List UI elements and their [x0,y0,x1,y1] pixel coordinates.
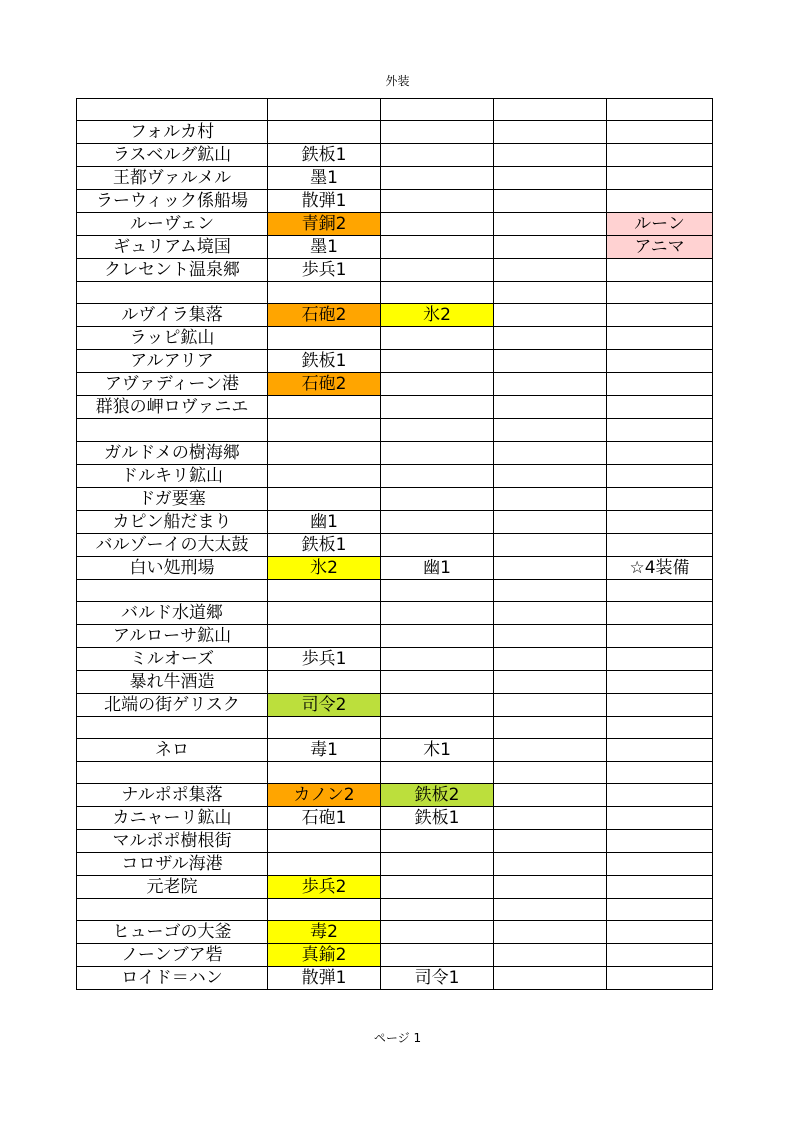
table-body [77,99,713,990]
table-cell-slot-4 [607,761,713,783]
table-cell-slot-2 [381,921,494,944]
table-cell-slot-4 [607,647,713,670]
table-cell-slot-4 [607,282,713,304]
table-cell-slot-1 [268,761,381,783]
table-cell-slot-3 [494,441,607,464]
table-row [77,327,713,350]
table-cell-slot-3 [494,144,607,167]
table-cell-slot-1: 墨1 [268,236,381,259]
table-row [77,510,713,533]
table-cell-location: バルゾーイの大太鼓 [77,533,268,556]
table-cell-location: ルーヴェン [77,213,268,236]
table-cell-slot-4 [607,167,713,190]
table-cell-slot-2 [381,533,494,556]
table-cell-slot-4 [607,304,713,327]
table-cell-slot-3 [494,99,607,121]
table-cell-location: ヒューゴの大釜 [77,921,268,944]
table-cell-slot-1 [268,464,381,487]
table-cell-slot-3 [494,921,607,944]
table-cell-slot-1 [268,853,381,876]
table-cell-slot-1: 司令2 [268,693,381,716]
table-cell-slot-2 [381,373,494,396]
table-cell-slot-1 [268,441,381,464]
table-cell-slot-4 [607,441,713,464]
table-cell-slot-4 [607,327,713,350]
table-cell-slot-1: 鉄板1 [268,144,381,167]
table-cell-slot-4 [607,464,713,487]
table-cell-slot-1: 石砲2 [268,373,381,396]
table-cell-slot-3 [494,853,607,876]
table-cell-slot-1: 散弾1 [268,967,381,990]
table-cell-slot-1 [268,716,381,738]
table-cell-slot-2 [381,693,494,716]
table-cell-slot-2 [381,510,494,533]
table-row [77,350,713,373]
table-cell-location: カニャーリ鉱山 [77,807,268,830]
table-cell-slot-2: 鉄板2 [381,784,494,807]
table-row [77,967,713,990]
table-cell-slot-4 [607,830,713,853]
table-cell-location [77,99,268,121]
table-cell-slot-4 [607,944,713,967]
table-cell-slot-1 [268,670,381,693]
table-row [77,693,713,716]
table-cell-location: コロザル海港 [77,853,268,876]
table-cell-slot-1: 氷2 [268,556,381,579]
table-cell-slot-4 [607,670,713,693]
equipment-table [76,98,713,990]
table-cell-location: ラーウィック係船場 [77,190,268,213]
table-cell-slot-3 [494,464,607,487]
table-cell-slot-2 [381,670,494,693]
table-row [77,533,713,556]
table-cell-location: アヴァディーン港 [77,373,268,396]
table-cell-slot-3 [494,876,607,899]
table-cell-location: 暴れ牛酒造 [77,670,268,693]
table-cell-slot-2 [381,190,494,213]
table-row [77,876,713,899]
table-cell-location [77,716,268,738]
table-cell-slot-2 [381,944,494,967]
table-cell-slot-1 [268,579,381,601]
table-row [77,624,713,647]
table-row [77,167,713,190]
table-cell-slot-4 [607,419,713,441]
table-cell-slot-4: アニマ [607,236,713,259]
table-cell-slot-1: 散弾1 [268,190,381,213]
table-cell-slot-1: 真鍮2 [268,944,381,967]
table-row [77,579,713,601]
table-cell-slot-3 [494,967,607,990]
table-cell-slot-1: 青銅2 [268,213,381,236]
table-row [77,738,713,761]
table-cell-location: カピン船だまり [77,510,268,533]
table-cell-location: ラスベルグ鉱山 [77,144,268,167]
table-cell-slot-2 [381,282,494,304]
table-cell-slot-4 [607,121,713,144]
table-cell-location: バルド水道郷 [77,601,268,624]
table-cell-slot-4 [607,144,713,167]
table-cell-slot-2 [381,876,494,899]
table-cell-slot-1 [268,624,381,647]
table-row [77,419,713,441]
table-cell-slot-3 [494,830,607,853]
table-row [77,853,713,876]
table-cell-slot-3 [494,738,607,761]
table-cell-slot-4 [607,350,713,373]
table-cell-slot-1: 幽1 [268,510,381,533]
table-cell-location: 群狼の岬ロヴァニエ [77,396,268,419]
table-cell-slot-3 [494,670,607,693]
table-cell-slot-4 [607,190,713,213]
table-cell-slot-4 [607,967,713,990]
table-row [77,144,713,167]
table-cell-slot-2 [381,213,494,236]
table-cell-slot-1 [268,327,381,350]
table-cell-slot-3 [494,647,607,670]
table-cell-slot-2 [381,350,494,373]
table-cell-slot-3 [494,693,607,716]
table-cell-slot-3 [494,556,607,579]
table-cell-location [77,419,268,441]
table-cell-slot-3 [494,167,607,190]
table-cell-location [77,282,268,304]
table-cell-slot-4 [607,533,713,556]
table-cell-slot-2 [381,716,494,738]
table-row [77,441,713,464]
table-cell-slot-1 [268,899,381,921]
table-cell-location [77,579,268,601]
table-row [77,761,713,783]
table-row [77,190,713,213]
table-cell-slot-2 [381,830,494,853]
table-cell-slot-2 [381,761,494,783]
table-cell-slot-1: 毒2 [268,921,381,944]
table-cell-location: ギュリアム境国 [77,236,268,259]
table-cell-slot-2 [381,144,494,167]
table-cell-slot-3 [494,579,607,601]
table-cell-location: マルポポ樹根街 [77,830,268,853]
table-row [77,99,713,121]
table-cell-slot-1 [268,282,381,304]
table-cell-slot-2 [381,899,494,921]
table-cell-slot-2: 木1 [381,738,494,761]
table-cell-location: ノーンブア砦 [77,944,268,967]
table-cell-slot-2 [381,579,494,601]
table-cell-slot-3 [494,761,607,783]
table-cell-location: ロイド＝ハン [77,967,268,990]
table-cell-slot-1: カノン2 [268,784,381,807]
table-cell-slot-1 [268,99,381,121]
table-row [77,464,713,487]
table-cell-slot-4 [607,579,713,601]
table-cell-slot-2 [381,464,494,487]
table-cell-slot-4 [607,373,713,396]
table-cell-slot-1: 歩兵1 [268,647,381,670]
table-cell-slot-1: 墨1 [268,167,381,190]
table-cell-slot-2 [381,327,494,350]
table-cell-slot-2 [381,853,494,876]
table-cell-slot-1: 石砲1 [268,807,381,830]
table-cell-slot-4 [607,99,713,121]
table-cell-slot-2: 幽1 [381,556,494,579]
table-cell-slot-2 [381,167,494,190]
table-cell-slot-2 [381,647,494,670]
table-cell-slot-4 [607,716,713,738]
table-cell-slot-2: 氷2 [381,304,494,327]
table-cell-slot-4 [607,487,713,510]
table-cell-slot-4: ルーン [607,213,713,236]
table-row [77,807,713,830]
table-row [77,899,713,921]
table-row [77,213,713,236]
table-cell-slot-3 [494,487,607,510]
table-cell-slot-3 [494,944,607,967]
table-cell-slot-3 [494,716,607,738]
table-cell-slot-4 [607,899,713,921]
table-row [77,396,713,419]
table-row [77,282,713,304]
table-row [77,373,713,396]
table-cell-slot-2 [381,259,494,282]
table-cell-slot-4 [607,784,713,807]
table-cell-slot-3 [494,327,607,350]
table-cell-slot-3 [494,373,607,396]
table-row [77,784,713,807]
table-cell-slot-3 [494,396,607,419]
table-row [77,304,713,327]
table-cell-location: ドルキリ鉱山 [77,464,268,487]
table-cell-slot-2: 司令1 [381,967,494,990]
table-cell-slot-1: 鉄板1 [268,533,381,556]
table-cell-slot-2 [381,396,494,419]
table-cell-location: アルアリア [77,350,268,373]
table-row [77,830,713,853]
table-cell-slot-1 [268,830,381,853]
table-cell-location: 王都ヴァルメル [77,167,268,190]
table-cell-location: フォルカ村 [77,121,268,144]
table-cell-location: ナルポポ集落 [77,784,268,807]
table-cell-slot-4 [607,738,713,761]
table-cell-slot-3 [494,236,607,259]
table-cell-slot-4 [607,601,713,624]
table-cell-slot-2 [381,441,494,464]
table-cell-location: 白い処刑場 [77,556,268,579]
table-cell-slot-4 [607,259,713,282]
table-cell-slot-3 [494,601,607,624]
page-header-title: 外装 [385,74,410,88]
table-cell-slot-1 [268,487,381,510]
table-cell-location: ガルドメの樹海郷 [77,441,268,464]
table-cell-location: クレセント温泉郷 [77,259,268,282]
table-cell-slot-3 [494,624,607,647]
table-cell-slot-1: 歩兵2 [268,876,381,899]
table-cell-slot-3 [494,350,607,373]
table-cell-slot-4 [607,693,713,716]
table-row [77,601,713,624]
table-cell-location: アルローサ鉱山 [77,624,268,647]
table-cell-slot-3 [494,121,607,144]
table-cell-slot-4 [607,876,713,899]
table-cell-location: ネロ [77,738,268,761]
table-cell-slot-2 [381,419,494,441]
table-cell-slot-3 [494,533,607,556]
table-row [77,236,713,259]
table-cell-slot-4 [607,921,713,944]
table-cell-slot-2 [381,487,494,510]
table-cell-location: ルヴイラ集落 [77,304,268,327]
table-cell-slot-2: 鉄板1 [381,807,494,830]
table-cell-location: ドガ要塞 [77,487,268,510]
table-cell-location: ラッピ鉱山 [77,327,268,350]
table-cell-slot-1 [268,601,381,624]
table-cell-slot-1: 歩兵1 [268,259,381,282]
table-cell-slot-2 [381,99,494,121]
table-row [77,647,713,670]
table-cell-slot-4 [607,853,713,876]
table-cell-slot-3 [494,213,607,236]
table-cell-slot-3 [494,899,607,921]
table-cell-slot-3 [494,419,607,441]
table-cell-slot-4: ☆4装備 [607,556,713,579]
table-row [77,556,713,579]
table-cell-slot-4 [607,510,713,533]
table-cell-slot-1: 鉄板1 [268,350,381,373]
page-footer-number: ページ 1 [373,1031,422,1045]
table-cell-slot-4 [607,807,713,830]
table-cell-slot-3 [494,304,607,327]
table-cell-location: ミルオーズ [77,647,268,670]
table-row [77,921,713,944]
table-cell-slot-3 [494,190,607,213]
table-cell-slot-1 [268,396,381,419]
table-cell-slot-2 [381,601,494,624]
table-row [77,259,713,282]
table-row [77,944,713,967]
table-cell-location [77,899,268,921]
table-cell-slot-1 [268,121,381,144]
table-cell-slot-3 [494,510,607,533]
table-cell-slot-3 [494,807,607,830]
table-cell-slot-2 [381,121,494,144]
table-cell-slot-1: 毒1 [268,738,381,761]
table-row [77,716,713,738]
table-cell-slot-4 [607,624,713,647]
table-cell-location [77,761,268,783]
table-row [77,670,713,693]
table-row [77,487,713,510]
table-cell-slot-1: 石砲2 [268,304,381,327]
table-cell-location: 北端の街ゲリスク [77,693,268,716]
table-cell-slot-3 [494,282,607,304]
table-cell-slot-3 [494,784,607,807]
table-cell-slot-2 [381,236,494,259]
table-row [77,121,713,144]
table-cell-slot-3 [494,259,607,282]
table-cell-slot-2 [381,624,494,647]
table-cell-location: 元老院 [77,876,268,899]
table-cell-slot-1 [268,419,381,441]
table-cell-slot-4 [607,396,713,419]
